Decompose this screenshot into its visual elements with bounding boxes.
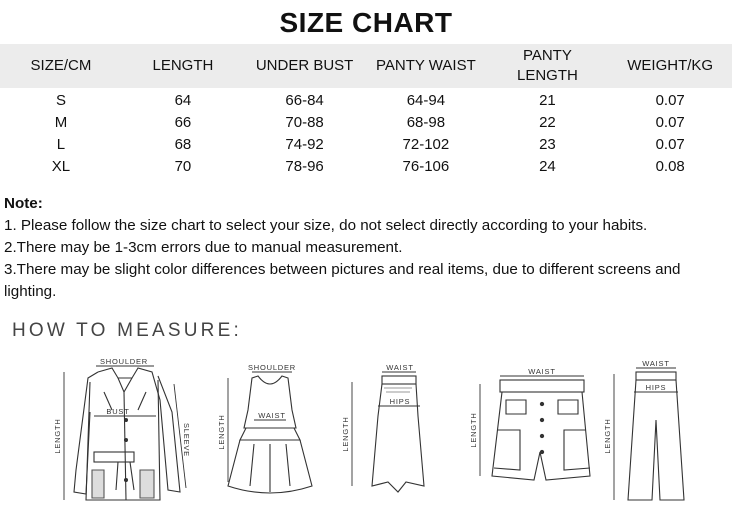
note-item: 2.There may be 1-3cm errors due to manual measurement. bbox=[4, 239, 403, 256]
table-cell: 0.07 bbox=[655, 114, 685, 131]
dress-measure-lines bbox=[228, 372, 292, 482]
column-header-size: SIZE/CM bbox=[0, 44, 122, 88]
table-cell: 23 bbox=[539, 136, 556, 153]
table-cell: 24 bbox=[539, 158, 556, 175]
skirt-waist-label: WAIST bbox=[386, 363, 414, 372]
table-cell: S bbox=[55, 92, 66, 109]
table-cell: 78-96 bbox=[285, 158, 324, 175]
note-item: 3.There may be slight color differences between pictures and real items, due to different screens and lighting. bbox=[4, 261, 681, 300]
dress-illustration bbox=[228, 376, 312, 493]
table-cell: 68 bbox=[174, 136, 192, 153]
skirt-length-label: LENGTH bbox=[341, 416, 350, 452]
skirt-illustration bbox=[372, 376, 424, 492]
dress-waist-label: WAIST bbox=[258, 411, 286, 420]
pants-length-label: LENGTH bbox=[603, 418, 612, 454]
jacket-bust-label: BUST bbox=[106, 407, 130, 416]
note-item: 1. Please follow the size chart to select your size, do not select directly according to your habits. bbox=[4, 217, 648, 234]
jacket-illustration bbox=[74, 368, 180, 500]
size-table bbox=[0, 44, 732, 178]
table-header-row bbox=[0, 44, 732, 88]
panty-length-line2: LENGTH bbox=[516, 67, 578, 84]
table-cell: 66-84 bbox=[285, 92, 324, 109]
table-cell: XL bbox=[51, 158, 71, 175]
column-header-panty-length bbox=[486, 44, 608, 88]
table-cell: 74-92 bbox=[285, 136, 324, 153]
measure-illustrations bbox=[0, 352, 732, 522]
table-cell: 72-102 bbox=[402, 136, 450, 153]
page-title: SIZE CHART bbox=[279, 7, 453, 38]
table-row bbox=[0, 88, 732, 112]
jacket-sleeve-label: SLEEVE bbox=[182, 423, 191, 457]
table-row bbox=[0, 112, 732, 134]
table-cell: 64-94 bbox=[406, 92, 446, 109]
jacket-shoulder-label: SHOULDER bbox=[99, 357, 149, 366]
measure-labels bbox=[53, 357, 670, 457]
table-cell: M bbox=[54, 114, 68, 131]
pants-waist-label: WAIST bbox=[642, 359, 670, 368]
how-to-measure-heading: HOW TO MEASURE: bbox=[12, 320, 242, 341]
shorts-measure-lines bbox=[480, 376, 584, 476]
column-header-weight: WEIGHT/KG bbox=[608, 44, 732, 88]
table-cell: 68-98 bbox=[406, 114, 446, 131]
skirt-measure-lines bbox=[352, 372, 420, 486]
table-cell: 0.07 bbox=[655, 136, 685, 153]
panty-length-line1: PANTY bbox=[522, 47, 572, 64]
table-cell: L bbox=[56, 136, 66, 153]
table-cell: 70 bbox=[174, 158, 192, 175]
dress-length-label: LENGTH bbox=[217, 414, 226, 450]
table-row bbox=[0, 156, 732, 178]
shorts-length-label: LENGTH bbox=[469, 412, 478, 448]
measure-figures bbox=[0, 352, 732, 522]
table-cell: 0.07 bbox=[655, 92, 685, 109]
skirt-hips-label: HIPS bbox=[389, 397, 411, 406]
column-header-length: LENGTH bbox=[122, 44, 244, 88]
jacket-length-label: LENGTH bbox=[53, 418, 62, 454]
shorts-illustration bbox=[492, 380, 590, 480]
column-header-panty-waist: PANTY WAIST bbox=[365, 44, 486, 88]
table-cell: 64 bbox=[174, 92, 192, 109]
table-cell: 70-88 bbox=[285, 114, 324, 131]
column-header-under-bust: UNDER BUST bbox=[244, 44, 365, 88]
notes-title: Note: bbox=[4, 195, 43, 212]
table-cell: 21 bbox=[539, 92, 556, 109]
shorts-waist-label: WAIST bbox=[528, 367, 556, 376]
table-cell: 22 bbox=[539, 114, 556, 131]
table-cell: 76-106 bbox=[402, 158, 450, 175]
table-cell: 0.08 bbox=[655, 158, 685, 175]
dress-shoulder-label: SHOULDER bbox=[247, 363, 297, 372]
notes-section bbox=[4, 193, 728, 303]
table-cell: 66 bbox=[174, 114, 192, 131]
table-row bbox=[0, 134, 732, 156]
pants-hips-label: HIPS bbox=[645, 383, 667, 392]
